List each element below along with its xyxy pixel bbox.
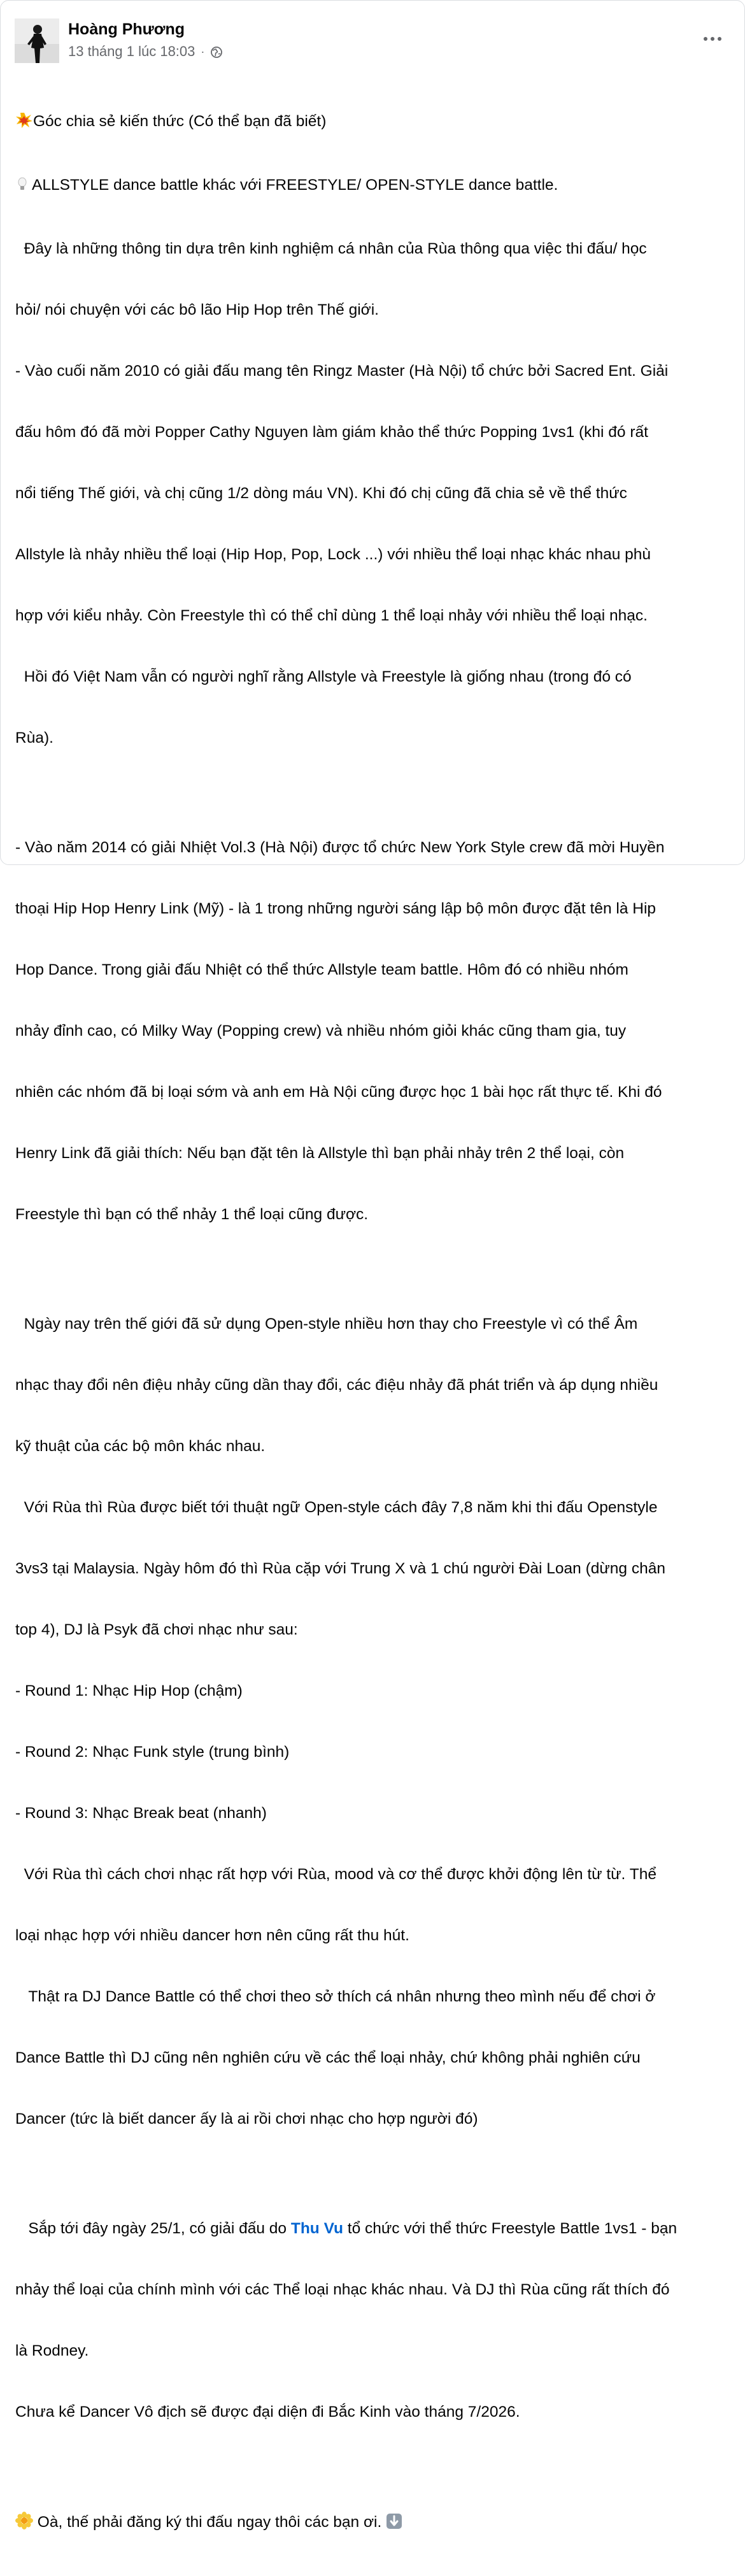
post-line: Đây là những thông tin dựa trên kinh nghiệm cá nhân của Rùa thông qua việc thi đấu/ học xyxy=(15,240,647,257)
post-line: nhảy đỉnh cao, có Milky Way (Popping crew) và nhiều nhóm giỏi khác cũng tham gia, tuy xyxy=(15,1022,627,1040)
globe-icon[interactable] xyxy=(210,46,223,59)
light-bulb-emoji-icon xyxy=(15,176,32,198)
post-line: Với Rùa thì cách chơi nhạc rất hợp với Rùa, mood và cơ thể được khởi động lên từ từ. Thể xyxy=(15,1866,656,1883)
post-line: là Rodney. xyxy=(15,2342,89,2359)
post-line: Thật ra DJ Dance Battle có thể chơi theo sở thích cá nhân nhưng theo mình nếu để chơi ở xyxy=(15,1988,656,2005)
post-line: nhạc thay đổi nên điệu nhảy cũng dần thay đổi, các điệu nhảy đã phát triển và áp dụng nhiều xyxy=(15,1377,658,1394)
post-line: - Round 2: Nhạc Funk style (trung bình) xyxy=(15,1743,290,1761)
collision-emoji-icon xyxy=(15,112,33,134)
post-line: Henry Link đã giải thích: Nếu bạn đặt tên là Allstyle thì bạn phải nhảy trên 2 thể loại, còn xyxy=(15,1145,625,1162)
post-line: loại nhạc hợp với nhiều dancer hơn nên cũng rất thu hút. xyxy=(15,1927,409,1944)
post-line: nổi tiếng Thế giới, và chị cũng 1/2 dòng máu VN). Khi đó chị cũng đã chia sẻ về thể thức xyxy=(15,485,627,502)
blossom-emoji-icon xyxy=(15,2512,33,2535)
post-line: đấu hôm đó đã mời Popper Cathy Nguyen làm giám khảo thể thức Popping 1vs1 (khi đó rất xyxy=(15,424,648,441)
post-line: thoại Hip Hop Henry Link (Mỹ) - là 1 trong những người sáng lập bộ môn được đặt tên là Hip xyxy=(15,900,656,917)
post-line: - Round 1: Nhạc Hip Hop (chậm) xyxy=(15,1682,243,1699)
post-line: Sắp tới đây ngày 25/1, có giải đấu do Thu Vu tổ chức với thể thức Freestyle Battle 1vs1 - bạn xyxy=(15,2220,678,2237)
down-arrow-emoji-icon xyxy=(386,2513,402,2535)
post-line: Với Rùa thì Rùa được biết tới thuật ngữ Open-style cách đây 7,8 năm khi thi đấu Openstyle xyxy=(15,1499,658,1516)
post-line: Dance Battle thì DJ cũng nên nghiên cứu về các thể loại nhảy, chứ không phải nghiên cứu xyxy=(15,2049,641,2066)
post-line: hỏi/ nói chuyện với các bô lão Hip Hop trên Thế giới. xyxy=(15,301,379,318)
more-options-button[interactable] xyxy=(699,27,727,50)
post-line: Allstyle là nhảy nhiều thể loại (Hip Hop, Pop, Lock ...) với nhiều thể loại nhạc khác nhau phù xyxy=(15,546,651,563)
post-line: - Vào năm 2014 có giải Nhiệt Vol.3 (Hà Nội) được tổ chức New York Style crew đã mời Huyền xyxy=(15,839,665,856)
post-line: Chưa kể Dancer Vô địch sẽ được đại diện đi Bắc Kinh vào tháng 7/2026. xyxy=(15,2403,520,2421)
post-line: Dancer (tức là biết dancer ấy là ai rồi chơi nhạc cho hợp người đó) xyxy=(15,2110,478,2128)
post-line: top 4), DJ là Psyk đã chơi nhạc như sau: xyxy=(15,1621,298,1638)
post-line: Ngày nay trên thế giới đã sử dụng Open-style nhiều hơn thay cho Freestyle vì có thể Âm xyxy=(15,1315,638,1333)
post-line: Rùa). xyxy=(15,729,53,747)
post-line: Góc chia sẻ kiến thức (Có thể bạn đã biết) xyxy=(15,111,732,134)
post-line: 3vs3 tại Malaysia. Ngày hôm đó thì Rùa cặp với Trung X và 1 chú người Đài Loan (dừng chân xyxy=(15,1560,665,1577)
meta-separator: · xyxy=(201,45,205,58)
post-meta xyxy=(68,43,223,60)
post-line: - Vào cuối năm 2010 có giải đấu mang tên Ringz Master (Hà Nội) tổ chức bởi Sacred Ent. Giải xyxy=(15,362,669,380)
post-line: kỹ thuật của các bộ môn khác nhau. xyxy=(15,1438,266,1455)
post-body xyxy=(15,71,732,2576)
post-timestamp[interactable]: 13 tháng 1 lúc 18:03 xyxy=(68,43,195,59)
post-line: - Round 3: Nhạc Break beat (nhanh) xyxy=(15,1805,267,1822)
post-line: ALLSTYLE dance battle khác với FREESTYLE/ OPEN-STYLE dance battle. xyxy=(15,175,732,198)
post-line: nhảy thể loại của chính mình với các Thể loại nhạc khác nhau. Và DJ thì Rùa cũng rất thích đó xyxy=(15,2281,670,2298)
post-line: Hồi đó Việt Nam vẫn có người nghĩ rằng Allstyle và Freestyle là giống nhau (trong đó có xyxy=(15,668,632,685)
post-line: Freestyle thì bạn có thể nhảy 1 thể loại cũng được. xyxy=(15,1206,369,1223)
post-line: nhiên các nhóm đã bị loại sớm và anh em Hà Nội cũng được học 1 bài học rất thực tế. Khi đó xyxy=(15,1084,662,1101)
post-line: hợp với kiểu nhảy. Còn Freestyle thì có thể chỉ dùng 1 thể loại nhảy với nhiều thể loại nhạc. xyxy=(15,607,648,624)
mention-link[interactable]: Thu Vu xyxy=(290,2220,343,2237)
more-dots-icon xyxy=(704,37,707,41)
author-avatar[interactable] xyxy=(15,18,59,63)
avatar-person-icon xyxy=(15,18,59,63)
author-name[interactable]: Hoàng Phương xyxy=(68,20,185,38)
post-header xyxy=(15,18,730,67)
post-line: Hop Dance. Trong giải đấu Nhiệt có thể thức Allstyle team battle. Hôm đó có nhiều nhóm xyxy=(15,961,628,978)
post-line: Oà, thế phải đăng ký thi đấu ngay thôi các bạn ơi. xyxy=(15,2512,732,2535)
